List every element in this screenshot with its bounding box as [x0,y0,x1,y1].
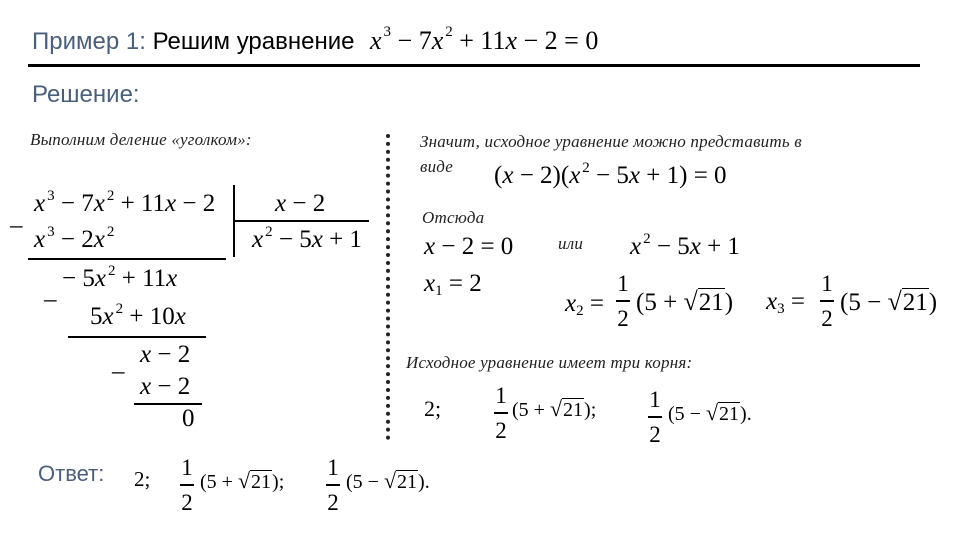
x2-expression: (5 + √21) [636,287,734,316]
column-separator [386,134,390,440]
root-3-fraction [648,388,662,446]
root-3-expression: (5 − √21). [668,400,752,425]
x3-numerator: 1 [821,271,833,296]
quotient: x $^2$ − 5x + 1 [252,224,362,253]
minus-sign: – [10,212,23,239]
title-underline [28,64,920,67]
x1-solution: $x_1 = 2$ [424,270,482,299]
x1-value: 2 [469,270,482,297]
root-2-numerator: 1 [495,383,507,408]
answer-2-denominator: 2 [327,489,339,515]
root-1: 2; [424,396,442,421]
x2-numerator: 1 [617,271,629,296]
root-2-denominator: 2 [495,417,507,443]
x3-label: $x_3$ = [766,288,805,317]
answer-fraction-2 [326,456,340,514]
x3-fraction [820,272,834,330]
answer-expression-2: (5 − √21). [346,468,430,493]
root-3-denominator: 2 [649,421,661,447]
subtrahend-1: x $^3$ − 2x $^2$ [34,224,115,253]
remainder-1: − 5x $^2$ + 11x [62,263,178,292]
answer-root-1: 2; [134,467,151,491]
divisor-underline [233,220,369,222]
minus-sign-3: – [112,358,125,385]
title-text: Решим уравнение [152,28,355,55]
dividend: x $^3$ − 7x $^2$ + 11x − 2 [34,188,216,217]
x3-expression: (5 − √21) [840,287,938,316]
answer-label: Ответ: [38,461,105,486]
answer-1-denominator: 2 [181,489,193,515]
root-2-fraction [494,384,508,442]
answer-fraction-1 [180,456,194,514]
subtrahend-2: 5x $^2$ + 10x [90,301,186,330]
division-line-1 [28,258,226,260]
division-line-2 [68,336,206,338]
x3-denominator: 2 [821,305,833,331]
x2-fraction [616,272,630,330]
linear-equation: x − 2 = 0 [424,233,514,260]
root-3-numerator: 1 [649,387,661,412]
final-remainder: 0 [182,405,195,432]
page-title [32,28,354,56]
or-word: или [558,234,584,253]
from-here-label: Отсюда [422,208,485,227]
main-equation: x $^3$ − 7x $^2$ + 11x − 2 = 0 [370,24,599,55]
roots-caption: Исходное уравнение имеет три корня: [406,353,693,372]
title-prefix: Пример 1: [32,28,146,55]
x2-denominator: 2 [617,305,629,331]
factored-equation: (x − 2)(x $^2$ − 5x + 1) = 0 [494,160,727,189]
factor-caption-line2: виде [420,157,454,176]
solution-label: Решение: [32,81,140,108]
answer-expression-1: (5 + √21); [200,468,285,493]
root-2-expression: (5 + √21); [512,396,597,421]
minus-sign-2: – [44,286,57,313]
divisor: x − 2 [275,190,326,217]
answer-1-numerator: 1 [181,455,193,480]
division-caption: Выполним деление «уголком»: [30,130,252,149]
answer-2-numerator: 1 [327,455,339,480]
factor-caption-line1: Значит, исходное уравнение можно представить в [420,132,802,151]
x2-label: $x_2$ = [565,290,604,319]
remainder-2: x − 2 [140,341,191,368]
quadratic-equation: x $^2$ − 5x + 1 [630,231,740,260]
subtrahend-3: x − 2 [140,373,191,400]
